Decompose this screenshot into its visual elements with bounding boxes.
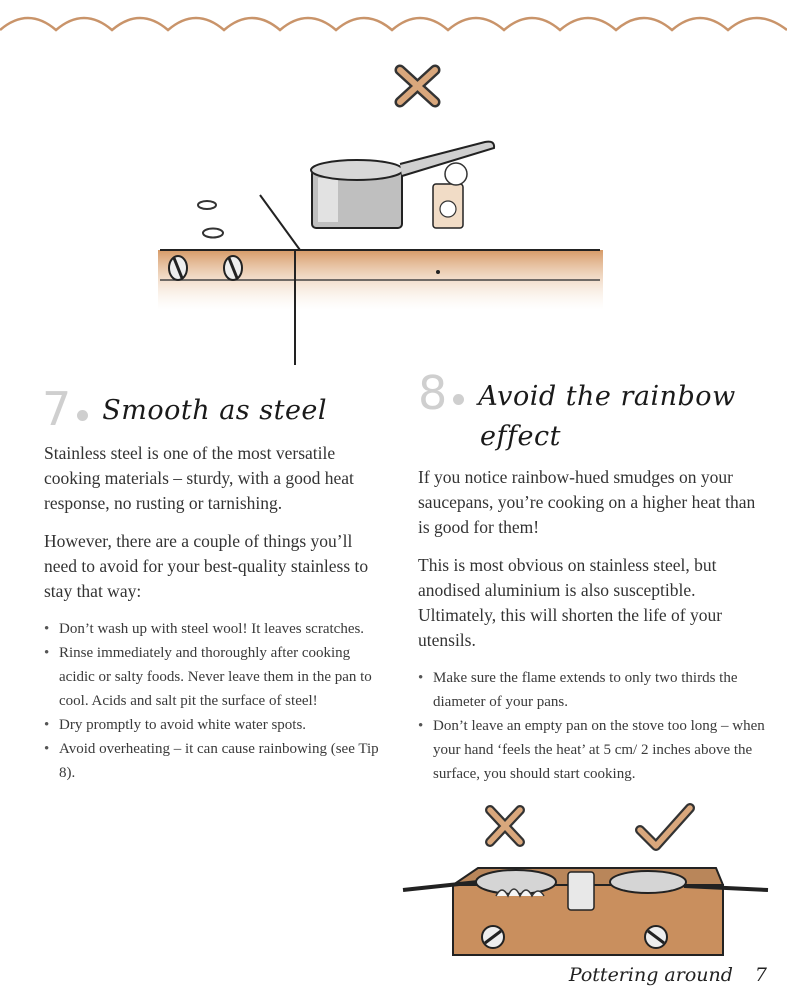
stove-saucepan-illustration bbox=[150, 60, 610, 370]
list-item: • Avoid overheating – it can cause rainbowing (see Tip 8). bbox=[44, 737, 384, 785]
tip-title-continued: effect bbox=[480, 421, 561, 452]
check-icon bbox=[640, 808, 690, 846]
page-footer bbox=[569, 964, 767, 986]
bullet-list bbox=[44, 617, 384, 785]
list-item: • Don’t leave an empty pan on the stove too long – when your hand ‘feels the heat’ at 5 cm/ 2 inches above the surface, you should start cooking. bbox=[418, 714, 768, 786]
tip-number: 7 bbox=[42, 382, 72, 436]
tip-number-dot bbox=[77, 410, 88, 421]
pans-on-stove-illustration bbox=[398, 800, 773, 960]
cross-icon bbox=[400, 70, 435, 102]
tip-title: Avoid the rainbow bbox=[478, 381, 736, 412]
list-item: • Rinse immediately and thoroughly after cooking acidic or salty foods. Never leave them in the pan to cool. Acids and salt pit the surface of steel! bbox=[44, 641, 384, 713]
tip-number: 8 bbox=[418, 366, 448, 420]
tin-can-icon bbox=[433, 163, 467, 228]
paragraph: Stainless steel is one of the most versatile cooking materials – sturdy, with a good heat response, no rusting or tarnishing. bbox=[44, 443, 354, 513]
tip-7-body bbox=[44, 441, 384, 785]
tip-7-heading bbox=[42, 382, 328, 436]
bullet-list bbox=[418, 666, 768, 786]
section-name: Pottering around bbox=[568, 964, 733, 986]
tip-8-heading bbox=[418, 366, 736, 420]
paragraph: However, there are a couple of things you’ll need to avoid for your best-quality stainless to stay that way: bbox=[44, 531, 369, 601]
saucepan-icon bbox=[311, 142, 494, 228]
scalloped-border bbox=[0, 0, 787, 50]
page-number: 7 bbox=[754, 964, 767, 986]
tip-8-body bbox=[418, 465, 768, 786]
cross-icon bbox=[490, 810, 520, 842]
list-item: • Dry promptly to avoid white water spots. bbox=[44, 713, 384, 737]
paragraph: If you notice rainbow-hued smudges on your saucepans, you’re cooking on a higher heat than is good for them! bbox=[418, 467, 756, 537]
list-item: • Make sure the flame extends to only two thirds the diameter of your pans. bbox=[418, 666, 768, 714]
list-item: • Don’t wash up with steel wool! It leaves scratches. bbox=[44, 617, 384, 641]
tip-number-dot bbox=[453, 394, 464, 405]
paragraph: This is most obvious on stainless steel, but anodised aluminium is also susceptible. Ultimately, this will shorten the life of your utensils. bbox=[418, 555, 723, 650]
tip-title: Smooth as steel bbox=[102, 395, 328, 426]
